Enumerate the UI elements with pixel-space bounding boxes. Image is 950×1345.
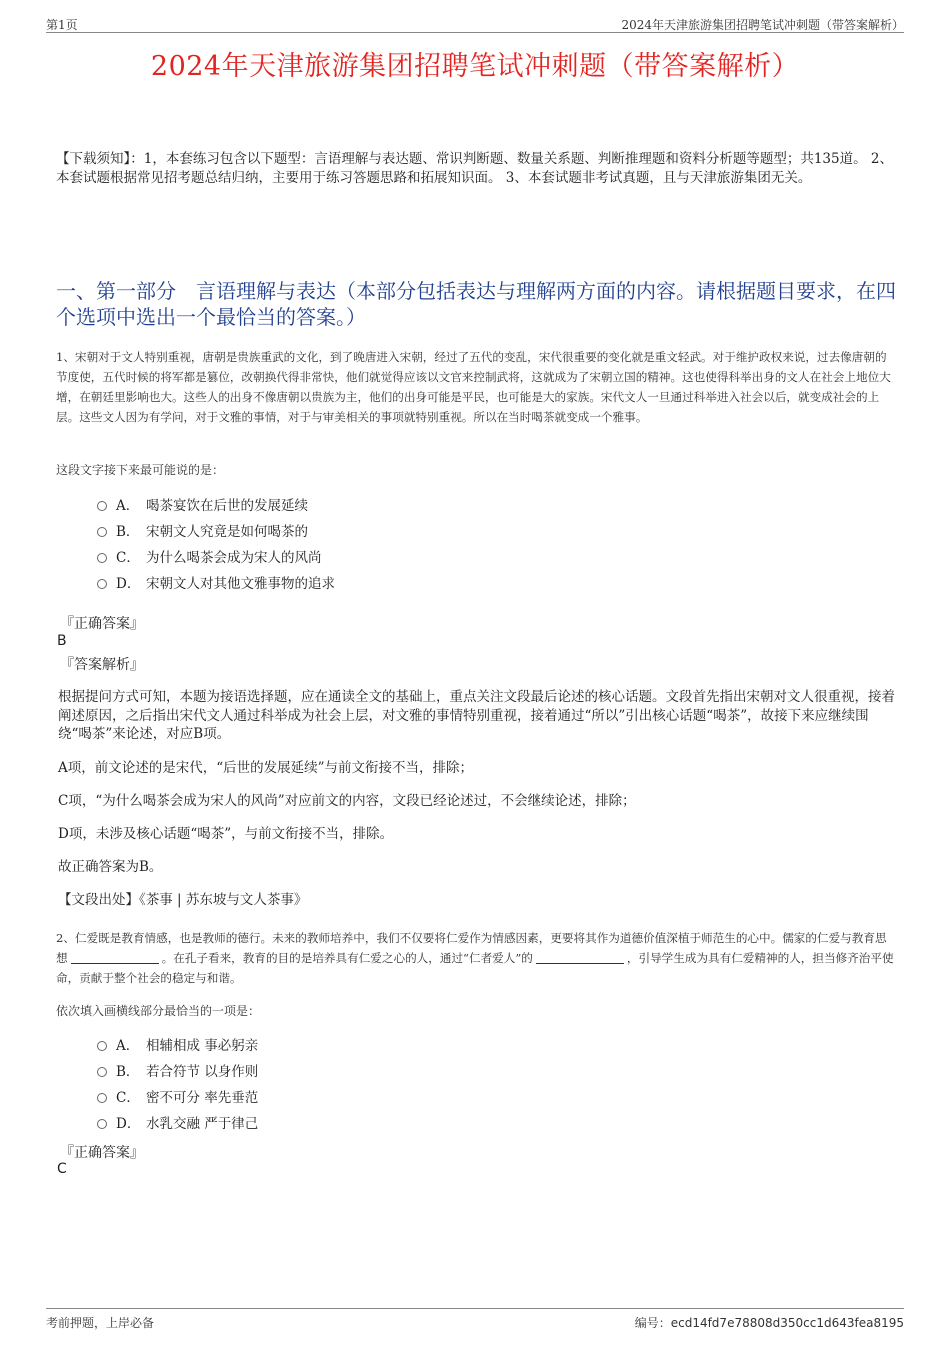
document-title: 2024年天津旅游集团招聘笔试冲刺题（带答案解析） — [150, 51, 800, 82]
question-1-option-b[interactable]: B． 宋朝文人究竟是如何喝茶的 — [97, 523, 308, 541]
correct-answer: C — [57, 1161, 67, 1177]
radio-icon[interactable] — [97, 501, 107, 511]
correct-answer: B — [57, 633, 67, 649]
fill-blank-1 — [71, 951, 159, 964]
download-notice: 【下载须知】：1，本套练习包含以下题型：言语理解与表达题、常识判断题、数量关系题、判断推理题和资料分析题等题型；共135道。 2、本套试题根据常见招考题总结归纳，主要用于练习答题思路和拓展知识面。 3、本套试题非考试真题，且与天津旅游集团无关。 — [56, 151, 893, 186]
question-2-option-c[interactable]: C． 密不可分 率先垂范 — [97, 1089, 258, 1107]
question-1-option-c[interactable]: C． 为什么喝茶会成为宋人的风尚 — [97, 549, 322, 567]
question-2-prompt: 依次填入画横线部分最恰当的一项是： — [56, 1004, 261, 1018]
question-2-option-a[interactable]: A． 相辅相成 事必躬亲 — [97, 1037, 258, 1055]
radio-icon[interactable] — [97, 579, 107, 589]
page-footer — [46, 1308, 904, 1330]
question-1-text: 1、宋朝对于文人特别重视，唐朝是贵族重武的文化，到了晚唐进入宋朝，经过了五代的变乱，宋代很重要的变化就是重文轻武。对于维护政权来说，过去像唐朝的节度使，五代时候的将军都是篡位，改朝换代得非常快，他们就觉得应该以文官来控制武将，这就成为了宋朝立国的精神。这也使得科举出身的文人在社会上地位大增，在朝廷里影响也大。这些人的出身不像唐朝以贵族为主，他们的出身可能是平民，也可能是大的家族。宋代文人一旦通过科举进入社会以后，就变成社会的上层。这些文人因为有学问，对于文雅的事情，对于与审美相关的事项就特别重视。所以在当时喝茶就变成一个雅事。 — [56, 350, 891, 424]
header-doc-title: 2024年天津旅游集团招聘笔试冲刺题（带答案解析） — [621, 18, 904, 32]
question-2-text: 2、仁爱既是教育情感，也是教师的德行。未来的教师培养中，我们不仅要将仁爱作为情感因素，更要将其作为道德价值深植于师范生的心中。儒家的仁爱与教育思想 。在孔子看来，教育的目的是培养具有仁爱之心的人，通过“仁者爱人”的 ，引导学生成为具有仁爱精神的人，担当修齐治平使命，贡献于整个社会的稳定与和谐。 — [56, 931, 894, 985]
analysis-paragraph: 根据提问方式可知，本题为接语选择题，应在通读全文的基础上，重点关注文段最后论述的核心话题。文段首先指出宋朝对文人很重视，接着阐述原因，之后指出宋代文人通过科举成为社会上层，对文雅的事情特别重视，接着通过“所以”引出核心话题“喝茶”，故接下来应继续围绕“喝茶”来论述，对应B项。 — [58, 689, 895, 742]
question-2-option-b[interactable]: B． 若合符节 以身作则 — [97, 1063, 258, 1081]
analysis-conclusion: 故正确答案为B。 — [58, 859, 163, 875]
analysis-label: 『答案解析』 — [60, 657, 144, 673]
radio-icon[interactable] — [97, 1067, 107, 1077]
footer-code: 编号：ecd14fd7e78808d350cc1d643fea8195 — [634, 1316, 904, 1330]
question-2-option-d[interactable]: D． 水乳交融 严于律己 — [97, 1115, 258, 1133]
page-number: 第1页 — [46, 18, 78, 32]
radio-icon[interactable] — [97, 1093, 107, 1103]
section-heading: 一、第一部分 言语理解与表达（本部分包括表达与理解两方面的内容。请根据题目要求，在四个选项中选出一个最恰当的答案。） — [56, 279, 896, 329]
question-1-option-a[interactable]: A． 喝茶宴饮在后世的发展延续 — [97, 497, 308, 515]
question-1-prompt: 这段文字接下来最可能说的是： — [56, 463, 225, 477]
page-header — [46, 14, 904, 33]
analysis-paragraph: A项，前文论述的是宋代，“后世的发展延续”与前文衔接不当，排除； — [58, 760, 474, 776]
analysis-paragraph: C项，“为什么喝茶会成为宋人的风尚”对应前文的内容，文段已经论述过，不会继续论述，排除； — [58, 793, 636, 809]
analysis-paragraph: D项，未涉及核心话题“喝茶”，与前文衔接不当，排除。 — [58, 826, 394, 842]
footer-slogan: 考前押题，上岸必备 — [46, 1316, 155, 1330]
radio-icon[interactable] — [97, 1041, 107, 1051]
source-citation: 【文段出处】《茶事 | 苏东坡与文人茶事》 — [58, 892, 308, 908]
radio-icon[interactable] — [97, 1119, 107, 1129]
radio-icon[interactable] — [97, 553, 107, 563]
answer-label: 『正确答案』 — [60, 616, 144, 632]
fill-blank-2 — [536, 951, 624, 964]
radio-icon[interactable] — [97, 527, 107, 537]
answer-label: 『正确答案』 — [60, 1145, 144, 1161]
question-1-option-d[interactable]: D． 宋朝文人对其他文雅事物的追求 — [97, 575, 335, 593]
